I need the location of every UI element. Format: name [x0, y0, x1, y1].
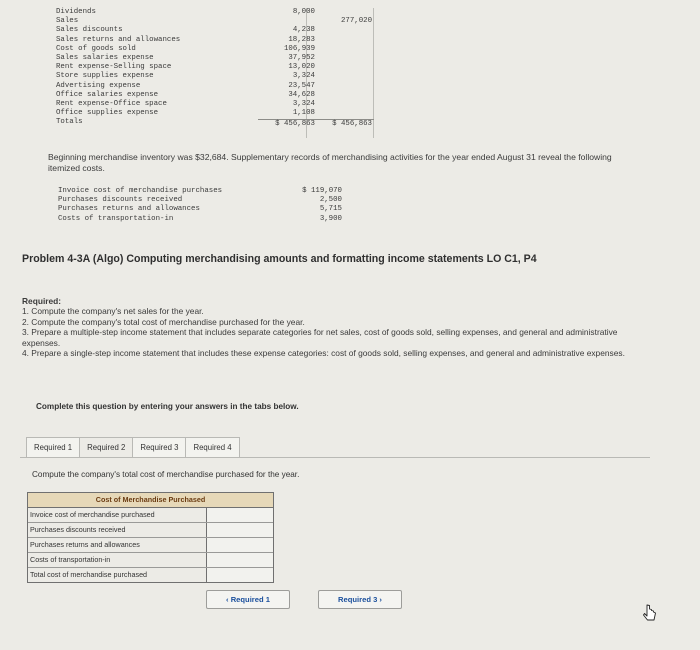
ledger-label: Sales discounts — [56, 26, 123, 35]
row-label: Invoice cost of merchandise purchased — [30, 510, 155, 519]
cost-label: Purchases discounts received — [58, 196, 183, 205]
required-section — [22, 296, 652, 358]
problem-title: Problem 4-3A (Algo) Computing merchandising amounts and formatting income statements LO C1, P4 — [22, 253, 537, 265]
ledger-debit: 13,020 — [288, 63, 315, 72]
row-label: Purchases returns and allowances — [30, 540, 140, 549]
pointer-cursor-icon — [643, 604, 657, 622]
required-item: 1. Compute the company's net sales for the year. — [22, 306, 204, 317]
required-item: 2. Compute the company's total cost of merchandise purchased for the year. — [22, 316, 305, 327]
next-button[interactable] — [318, 590, 402, 609]
ledger-label: Advertising expense — [56, 81, 141, 90]
amount-input[interactable] — [206, 568, 273, 582]
ledger-label: Office salaries expense — [56, 90, 159, 99]
chevron-left-icon: ‹ — [226, 595, 229, 604]
cost-label: Costs of transportation-in — [58, 214, 174, 223]
itemized-costs-values — [282, 187, 342, 224]
ledger-debit: 1,108 — [292, 109, 315, 118]
ledger-label: Sales returns and allowances — [56, 35, 181, 44]
cost-label: Purchases returns and allowances — [58, 205, 200, 214]
row-label: Purchases discounts received — [30, 525, 126, 534]
intro-paragraph: Beginning merchandise inventory was $32,684. Supplementary records of merchandising activities for the year ended August 31 reveal the following itemized costs. — [48, 152, 612, 173]
amount-input[interactable] — [206, 523, 273, 537]
row-label: Costs of transportation-in — [30, 555, 111, 564]
tab-required-4[interactable]: Required 4 — [185, 437, 239, 458]
cost-value: 2,500 — [319, 196, 342, 205]
cost-of-merchandise-table — [27, 492, 274, 583]
required-heading: Required: — [22, 296, 62, 306]
chevron-right-icon: › — [379, 595, 382, 604]
table-row — [28, 568, 273, 582]
ledger-debit: 3,324 — [292, 72, 315, 81]
cost-value: 5,715 — [319, 205, 342, 214]
ledger-debit: 3,324 — [292, 100, 315, 108]
ledger-debit: 23,547 — [288, 81, 315, 90]
prev-button-label: Required 1 — [230, 595, 270, 604]
itemized-costs-labels — [58, 187, 222, 224]
table-row — [28, 523, 273, 538]
cost-value: $ 119,070 — [302, 187, 342, 195]
ledger-credit: 277,020 — [340, 17, 372, 26]
ledger-debit: 18,283 — [288, 35, 315, 44]
amount-input[interactable] — [206, 553, 273, 567]
ledger-credit-total: $ 456,863 — [332, 120, 372, 128]
required-item: 4. Prepare a single-step income statement that includes these expense categories: cost of goods sold, selling expenses, and general and administrative expenses. — [22, 348, 625, 359]
ledger-debit: 34,628 — [288, 90, 315, 99]
table-row — [28, 508, 273, 523]
task-prompt: Compute the company's total cost of merchandise purchased for the year. — [32, 470, 300, 479]
amount-input[interactable] — [206, 508, 273, 522]
ledger-debit: 37,952 — [288, 54, 315, 62]
required-item: 3. Prepare a multiple-step income statement that includes separate categories for net sales, cost of goods sold, selling expenses, and general and administrative expenses. — [22, 327, 618, 348]
tab-required-3[interactable]: Required 3 — [132, 437, 186, 458]
next-button-label: Required 3 — [338, 595, 378, 604]
ledger-totals-label: Totals — [56, 118, 83, 127]
ledger-label: Store supplies expense — [56, 72, 154, 81]
table-row — [28, 538, 273, 553]
ledger-debit: 8,000 — [292, 8, 315, 16]
tab-required-2[interactable]: Required 2 — [79, 437, 133, 458]
prev-button[interactable] — [206, 590, 290, 609]
ledger-label: Rent expense-Office space — [56, 99, 167, 108]
ledger-label: Sales salaries expense — [56, 53, 154, 62]
row-label: Total cost of merchandise purchased — [30, 570, 148, 579]
ledger-label: Cost of goods sold — [56, 44, 136, 53]
table-header: Cost of Merchandise Purchased — [28, 493, 273, 508]
table-row — [28, 553, 273, 568]
required-tabs — [26, 437, 239, 458]
cost-value: 3,900 — [319, 214, 342, 223]
ledger-debit: 4,238 — [292, 26, 315, 35]
tab-required-1[interactable]: Required 1 — [26, 437, 80, 458]
ledger-label: Rent expense-Selling space — [56, 63, 172, 72]
ledger-label: Dividends — [56, 8, 96, 16]
ledger-label: Office supplies expense — [56, 109, 159, 118]
ledger-label: Sales — [56, 17, 79, 26]
instruction-text: Complete this question by entering your answers in the tabs below. — [36, 402, 299, 411]
ledger-debit: 106,939 — [283, 44, 315, 53]
ledger-debit-total: $ 456,863 — [275, 120, 315, 128]
cost-label: Invoice cost of merchandise purchases — [58, 187, 223, 195]
amount-input[interactable] — [206, 538, 273, 552]
